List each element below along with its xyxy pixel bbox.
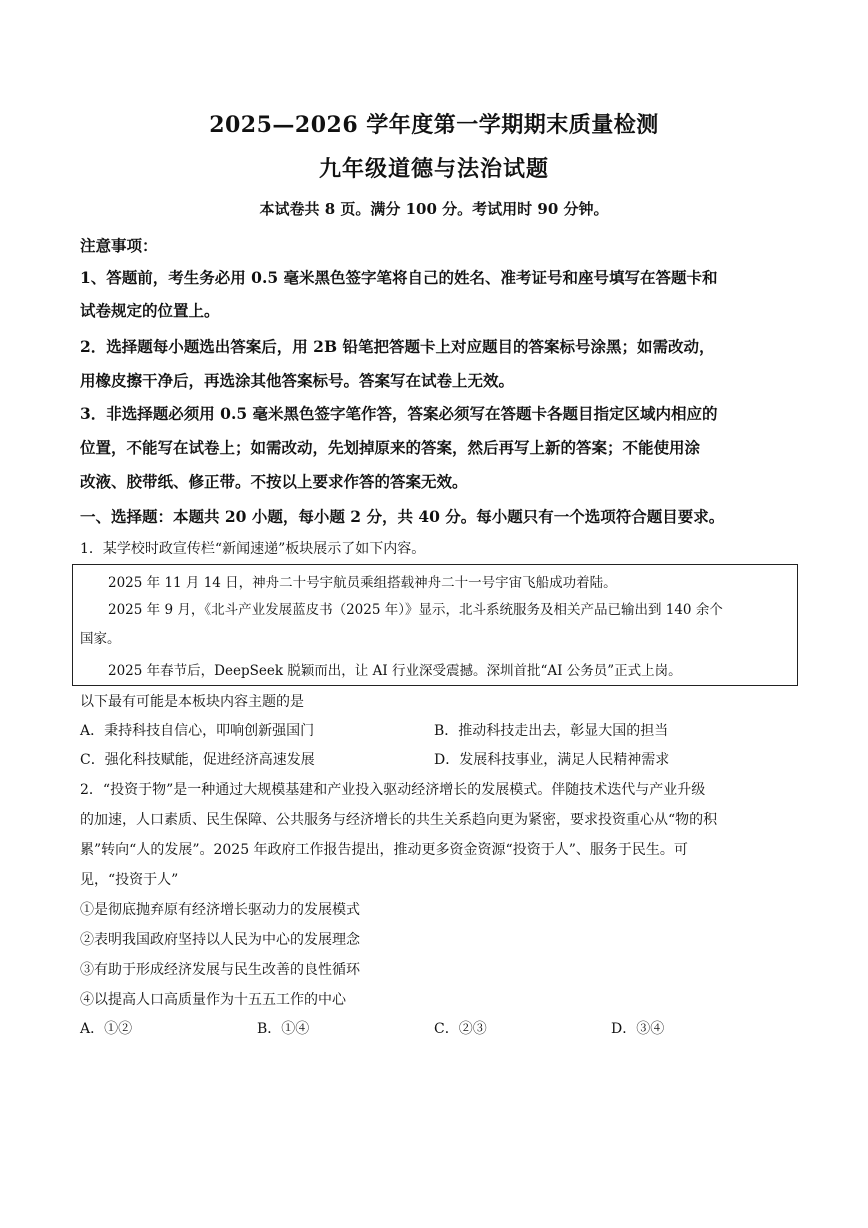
question-1-option-d: D．发展科技事业，满足人民精神需求 xyxy=(434,752,670,768)
question-1-option-c: C．强化科技赋能，促进经济高速发展 xyxy=(80,752,315,768)
exam-title: 2025—2026 学年度第一学期期末质量检测 xyxy=(209,112,659,138)
notice-item-1-line-2: 试卷规定的位置上。 xyxy=(80,301,220,320)
question-1-prompt: 以下最有可能是本板块内容主题的是 xyxy=(80,694,304,710)
notice-heading: 注意事项： xyxy=(80,236,158,255)
notice-item-3-line-1: 3．非选择题必须用 0.5 毫米黑色签字笔作答，答案必须写在答题卡各题目指定区域内相应的 xyxy=(80,404,718,423)
news-box-line-1: 2025 年 11 月 14 日，神舟二十号宇航员乘组搭载神舟二十一号宇宙飞船成功着陆。 xyxy=(108,575,617,591)
question-1-stem: 1．某学校时政宣传栏“新闻速递”板块展示了如下内容。 xyxy=(80,541,426,557)
question-2-line-1: 2．“投资于物”是一种通过大规模基建和产业投入驱动经济增长的发展模式。伴随技术迭代与产业升级 xyxy=(80,782,706,798)
notice-item-1-line-1: 1、答题前，考生务必用 0.5 毫米黑色签字笔将自己的姓名、准考证号和座号填写在答题卡和 xyxy=(80,268,718,287)
notice-item-3-line-3: 改液、胶带纸、修正带。不按以上要求作答的答案无效。 xyxy=(80,472,468,491)
question-2-line-4: 见，“投资于人” xyxy=(80,872,179,888)
question-2-statement-4: ④以提高人口高质量作为十五五工作的中心 xyxy=(80,992,346,1008)
exam-subject-title: 九年级道德与法治试题 xyxy=(318,156,549,182)
question-2-option-c: C．②③ xyxy=(434,1021,487,1037)
news-box-line-2: 2025 年 9 月，《北斗产业发展蓝皮书（2025 年）》显示，北斗系统服务及相关产品已输出到 140 余个 xyxy=(108,602,723,618)
notice-item-2-line-1: 2．选择题每小题选出答案后，用 2B 铅笔把答题卡上对应题目的答案标号涂黑；如需改动， xyxy=(80,337,715,356)
question-2-option-d: D．③④ xyxy=(611,1021,665,1037)
exam-info: 本试卷共 8 页。满分 100 分。考试用时 90 分钟。 xyxy=(259,200,609,218)
question-2-option-b: B．①④ xyxy=(257,1021,310,1037)
section-1-heading: 一、选择题：本题共 20 小题，每小题 2 分，共 40 分。每小题只有一个选项符合题目要求。 xyxy=(80,507,725,526)
question-2-statement-2: ②表明我国政府坚持以人民为中心的发展理念 xyxy=(80,932,360,948)
question-1-option-b: B．推动科技走出去，彰显大国的担当 xyxy=(434,723,669,739)
question-2-statement-3: ③有助于形成经济发展与民生改善的良性循环 xyxy=(80,962,360,978)
question-2-option-a: A．①② xyxy=(80,1021,133,1037)
notice-item-3-line-2: 位置，不能写在试卷上；如需改动，先划掉原来的答案，然后再写上新的答案；不能使用涂 xyxy=(80,438,701,457)
notice-item-2-line-2: 用橡皮擦干净后，再选涂其他答案标号。答案写在试卷上无效。 xyxy=(80,371,515,390)
news-box-line-3: 国家。 xyxy=(80,631,121,647)
question-2-line-2: 的加速，人口素质、民生保障、公共服务与经济增长的共生关系趋向更为紧密，要求投资重心从“物的积 xyxy=(80,812,718,828)
news-box-line-4: 2025 年春节后，DeepSeek 脱颖而出，让 AI 行业深受震撼。深圳首批“AI 公务员”正式上岗。 xyxy=(108,663,682,679)
question-1-option-a: A．秉持科技自信心，叩响创新强国门 xyxy=(80,723,315,739)
question-2-statement-1: ①是彻底抛弃原有经济增长驱动力的发展模式 xyxy=(80,902,360,918)
question-2-line-3: 累”转向“人的发展”。2025 年政府工作报告提出，推动更多资金资源“投资于人”、服务于民生。可 xyxy=(80,842,688,858)
